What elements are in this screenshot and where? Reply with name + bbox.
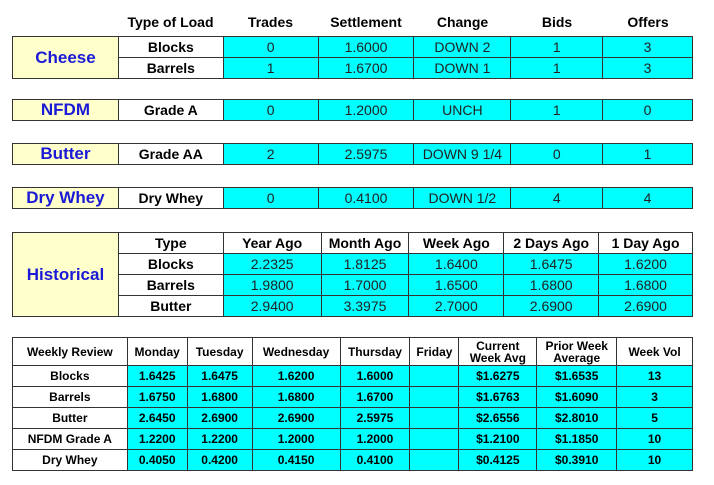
thursday-value: 1.6700	[340, 387, 410, 408]
bids-value: 1	[511, 100, 603, 121]
trades-value: 2	[223, 144, 318, 165]
header-wednesday: Wednesday	[252, 338, 340, 366]
load-type: Grade A	[118, 100, 223, 121]
thursday-value: 1.6000	[340, 366, 410, 387]
wednesday-value: 1.6800	[252, 387, 340, 408]
tuesday-value: 0.4200	[187, 450, 252, 471]
trades-value: 1	[223, 58, 318, 79]
product-butter: Butter	[13, 144, 119, 165]
wednesday-value: 1.2000	[252, 429, 340, 450]
header-weekly-review: Weekly Review	[13, 338, 128, 366]
table-row	[13, 408, 693, 429]
header-offers: Offers	[627, 14, 669, 30]
historical-table	[12, 232, 693, 317]
header-tuesday: Tuesday	[187, 338, 252, 366]
friday-value	[410, 408, 459, 429]
header-type-of-load: Type of Load	[127, 14, 214, 30]
table-row	[13, 429, 693, 450]
product-label: Barrels	[13, 387, 128, 408]
drywhey-table	[12, 187, 693, 209]
prior-week-avg-value: $0.3910	[537, 450, 617, 471]
offers-value: 0	[603, 100, 693, 121]
header-week-vol: Week Vol	[617, 338, 693, 366]
month-ago-value: 1.8125	[321, 254, 409, 275]
prior-week-avg-value: $2.8010	[537, 408, 617, 429]
load-type: Dry Whey	[118, 188, 223, 209]
week-ago-value: 1.6400	[409, 254, 504, 275]
week-ago-value: 2.7000	[409, 296, 504, 317]
year-ago-value: 2.2325	[223, 254, 321, 275]
prior-week-avg-value: $1.1850	[537, 429, 617, 450]
header-week-ago: Week Ago	[409, 233, 504, 254]
current-week-avg-value: $1.6763	[459, 387, 537, 408]
table-row	[13, 387, 693, 408]
friday-value	[410, 450, 459, 471]
trades-value: 0	[223, 37, 318, 58]
table-row	[13, 366, 693, 387]
header-type: Type	[118, 233, 223, 254]
tuesday-value: 1.6475	[187, 366, 252, 387]
table-row	[13, 188, 693, 209]
header-thursday: Thursday	[340, 338, 410, 366]
monday-value: 1.6425	[127, 366, 187, 387]
settlement-value: 1.6700	[318, 58, 414, 79]
header-blank	[12, 12, 118, 32]
friday-value	[410, 429, 459, 450]
table-row	[13, 233, 693, 254]
header-change: Change	[436, 14, 489, 30]
nfdm-table	[12, 99, 693, 121]
type-label: Blocks	[118, 254, 223, 275]
type-label: Butter	[118, 296, 223, 317]
thursday-value: 0.4100	[340, 450, 410, 471]
table-row	[13, 450, 693, 471]
wednesday-value: 2.6900	[252, 408, 340, 429]
monday-value: 1.2200	[127, 429, 187, 450]
header-2-days-ago: 2 Days Ago	[504, 233, 599, 254]
week-ago-value: 1.6500	[409, 275, 504, 296]
current-week-avg-value: $2.6556	[459, 408, 537, 429]
bids-value: 1	[511, 37, 603, 58]
settlement-value: 0.4100	[318, 188, 414, 209]
table-row	[13, 37, 693, 58]
header-prior-week-average: Prior Week Average	[537, 338, 617, 366]
offers-value: 3	[603, 58, 693, 79]
thursday-value: 2.5975	[340, 408, 410, 429]
offers-value: 1	[603, 144, 693, 165]
load-type: Grade AA	[118, 144, 223, 165]
table-row	[13, 144, 693, 165]
week-vol-value: 10	[617, 429, 693, 450]
month-ago-value: 3.3975	[321, 296, 409, 317]
header-trades: Trades	[247, 14, 294, 30]
product-cheese: Cheese	[13, 37, 119, 79]
product-label: NFDM Grade A	[13, 429, 128, 450]
table-row	[13, 338, 693, 366]
thursday-value: 1.2000	[340, 429, 410, 450]
week-vol-value: 3	[617, 387, 693, 408]
product-label: Butter	[13, 408, 128, 429]
product-nfdm: NFDM	[13, 100, 119, 121]
bids-value: 4	[511, 188, 603, 209]
header-bids: Bids	[541, 14, 573, 30]
monday-value: 2.6450	[127, 408, 187, 429]
change-value: UNCH	[414, 100, 511, 121]
market-header	[12, 12, 693, 32]
load-type: Barrels	[118, 58, 223, 79]
month-ago-value: 1.7000	[321, 275, 409, 296]
header-month-ago: Month Ago	[321, 233, 409, 254]
year-ago-value: 1.9800	[223, 275, 321, 296]
change-value: DOWN 2	[414, 37, 511, 58]
change-value: DOWN 1	[414, 58, 511, 79]
prior-week-avg-value: $1.6090	[537, 387, 617, 408]
trades-value: 0	[223, 188, 318, 209]
wednesday-value: 1.6200	[252, 366, 340, 387]
butter-table	[12, 143, 693, 165]
table-row	[13, 100, 693, 121]
type-label: Barrels	[118, 275, 223, 296]
week-vol-value: 5	[617, 408, 693, 429]
current-week-avg-value: $0.4125	[459, 450, 537, 471]
change-value: DOWN 1/2	[414, 188, 511, 209]
header-settlement: Settlement	[330, 14, 402, 30]
tuesday-value: 1.2200	[187, 429, 252, 450]
cheese-table	[12, 36, 693, 79]
bids-value: 1	[511, 58, 603, 79]
two-days-ago-value: 1.6475	[504, 254, 599, 275]
two-days-ago-value: 2.6900	[504, 296, 599, 317]
offers-value: 3	[603, 37, 693, 58]
offers-value: 4	[603, 188, 693, 209]
two-days-ago-value: 1.6800	[504, 275, 599, 296]
header-year-ago: Year Ago	[223, 233, 321, 254]
header-1-day-ago: 1 Day Ago	[599, 233, 693, 254]
header-current-week-avg: Current Week Avg	[459, 338, 537, 366]
year-ago-value: 2.9400	[223, 296, 321, 317]
product-historical: Historical	[13, 233, 119, 317]
current-week-avg-value: $1.2100	[459, 429, 537, 450]
bids-value: 0	[511, 144, 603, 165]
week-vol-value: 13	[617, 366, 693, 387]
product-dry-whey: Dry Whey	[13, 188, 119, 209]
settlement-value: 2.5975	[318, 144, 414, 165]
weekly-review-table	[12, 337, 693, 471]
week-vol-value: 10	[617, 450, 693, 471]
load-type: Blocks	[118, 37, 223, 58]
current-week-avg-value: $1.6275	[459, 366, 537, 387]
tuesday-value: 2.6900	[187, 408, 252, 429]
header-friday: Friday	[410, 338, 459, 366]
friday-value	[410, 387, 459, 408]
monday-value: 1.6750	[127, 387, 187, 408]
wednesday-value: 0.4150	[252, 450, 340, 471]
trades-value: 0	[223, 100, 318, 121]
one-day-ago-value: 2.6900	[599, 296, 693, 317]
one-day-ago-value: 1.6800	[599, 275, 693, 296]
settlement-value: 1.6000	[318, 37, 414, 58]
change-value: DOWN 9 1/4	[414, 144, 511, 165]
monday-value: 0.4050	[127, 450, 187, 471]
prior-week-avg-value: $1.6535	[537, 366, 617, 387]
friday-value	[410, 366, 459, 387]
one-day-ago-value: 1.6200	[599, 254, 693, 275]
tuesday-value: 1.6800	[187, 387, 252, 408]
product-label: Blocks	[13, 366, 128, 387]
product-label: Dry Whey	[13, 450, 128, 471]
settlement-value: 1.2000	[318, 100, 414, 121]
header-monday: Monday	[127, 338, 187, 366]
